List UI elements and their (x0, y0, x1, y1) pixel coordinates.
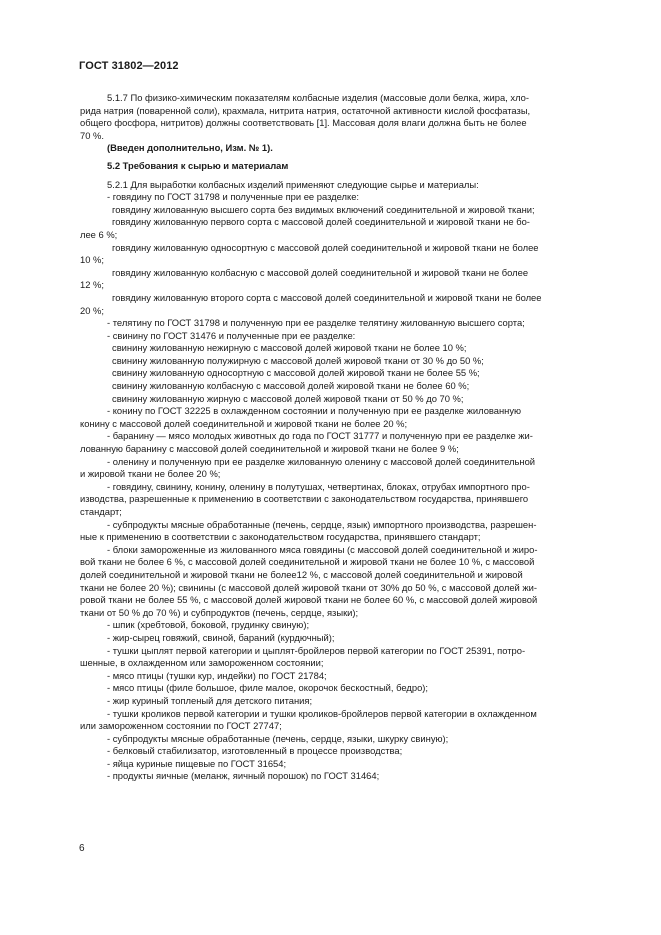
text-line: свинину жилованную колбасную с массовой долей жировой ткани не более 60 %; (112, 380, 470, 392)
text-line: говядину жилованную второго сорта с массовой долей соединительной и жировой ткани не более (112, 291, 542, 303)
text-line: (Введен дополнительно, Изм. № 1). (107, 142, 273, 154)
text-line: свинину жилованную нежирную с массовой долей жировой ткани не более 10 %; (112, 342, 467, 354)
page-number: 6 (79, 843, 85, 854)
text-line: стандарт; (80, 506, 122, 517)
text-line: или замороженном состоянии по ГОСТ 27747; (80, 720, 282, 732)
text-line: - шпик (хребтовой, боковой, грудинку свиную); (107, 619, 310, 631)
text-line: - мясо птицы (филе большое, филе малое, окорочок бескостный, бедро); (107, 682, 429, 694)
text-line: 20 %; (80, 304, 104, 316)
text-line: - жир куриный топленый для детского питания; (107, 694, 313, 706)
document-header: ГОСТ 31802—2012 (79, 60, 179, 72)
text-line: - белковый стабилизатор, изготовленный в процессе производства; (107, 745, 403, 757)
document-body (80, 92, 614, 783)
text-line: говядину жилованную односортную с массовой долей соединительной и жировой ткани не более (112, 241, 539, 253)
text-line: и жировой ткани не более 20 %; (80, 468, 221, 480)
text-line: рида натрия (поваренной соли), крахмала, нитрита натрия, остаточной активности кислой фосфатазы, (80, 104, 531, 116)
text-line: ткани не более 20 %); свинины (с массовой долей жировой ткани от 30% до 50 %, с массовой долей жи- (80, 581, 538, 593)
text-line: вой ткани не более 6 %, с массовой долей соединительной и жировой ткани не более 10 %, с массовой (80, 556, 535, 568)
text-line: - мясо птицы (тушки кур, индейки) по ГОСТ 21784; (107, 669, 327, 681)
text-line: 10 %; (80, 254, 104, 266)
text-line: ткани от 50 % до 70 %) и субпродуктов (печень, сердце, языки); (80, 606, 359, 618)
text-line: общего фосфора, нитритов) должны соответствовать [1]. Массовая доля влаги должна быть не более (80, 117, 527, 129)
text-line: лованную баранину с массовой долей соединительной и жировой ткани не более 9 %; (80, 443, 459, 455)
paragraph-5-1-7 (80, 92, 614, 155)
text-line: ные к применению в соответствии с законодательством государства, принявшего стандарт; (80, 531, 481, 543)
text-line: - конину по ГОСТ 32225 в охлажденном состоянии и полученную при ее разделке жилованную (107, 405, 522, 417)
text-line: говядину жилованную первого сорта с массовой долей соединительной и жировой ткани не бо- (112, 216, 530, 228)
text-line: шенные, в охлажденном или замороженном состоянии; (80, 657, 324, 669)
section-heading: 5.2 Требования к сырью и материалам (107, 159, 289, 171)
text-line: конину с массовой долей соединительной и жировой ткани не более 20 %; (80, 417, 408, 429)
text-line: долей соединительной и жировой ткани не более12 %, с массовой долей соединительной и жировой (80, 568, 523, 580)
paragraph-5-2-1 (80, 179, 614, 784)
text-line: изводства, разрешенные к применению в соответствии с законодательством государства, принявшего (80, 493, 529, 505)
text-line: говядину жилованную высшего сорта без видимых включений соединительной и жировой ткани; (112, 203, 535, 215)
text-line: говядину жилованную колбасную с массовой долей соединительной и жировой ткани не более (112, 266, 529, 278)
text-line: свинину жилованную жирную с массовой долей жировой ткани от 50 % до 70 %; (112, 392, 464, 404)
text-line: - говядину по ГОСТ 31798 и полученные при ее разделке: (107, 191, 360, 203)
text-line: - телятину по ГОСТ 31798 и полученную при ее разделке телятину жилованную высшего сорта; (107, 317, 525, 329)
text-line: - тушки кроликов первой категории и тушки кроликов-бройлеров первой категории в охлажденном (107, 707, 537, 719)
text-line: свинину жилованную полужирную с массовой долей жировой ткани от 30 % до 50 %; (112, 354, 484, 366)
text-line: свинину жилованную односортную с массовой долей жировой ткани не более 55 %; (112, 367, 480, 379)
text-line: - субпродукты мясные обработанные (печень, сердце, языки, шкурку свиную); (107, 732, 449, 744)
text-line: - тушки цыплят первой категории и цыплят-бройлеров первой категории по ГОСТ 25391, потро- (107, 644, 526, 656)
text-line: - говядину, свинину, конину, оленину в полутушах, четвертинах, блоках, отрубах импортного про- (107, 480, 530, 492)
text-line: - баранину — мясо молодых животных до года по ГОСТ 31777 и полученную при ее разделке жи- (107, 430, 533, 442)
text-line: - свинину по ГОСТ 31476 и полученные при ее разделке: (107, 329, 356, 341)
text-line: - субпродукты мясные обработанные (печень, сердце, язык) импортного производства, разрешен- (107, 518, 537, 530)
text-line: 5.2.1 Для выработки колбасных изделий применяют следующие сырье и материалы: (107, 178, 479, 190)
text-line: лее 6 %; (80, 228, 118, 240)
text-line: - оленину и полученную при ее разделке жилованную оленину с массовой долей соединительной (107, 455, 536, 467)
text-line: 12 %; (80, 279, 104, 291)
text-line: 70 %. (80, 129, 104, 141)
text-line: - жир-сырец говяжий, свиной, бараний (курдючный); (107, 631, 335, 643)
text-line: 5.1.7 По физико-химическим показателям колбасные изделия (массовые доли белка, жира, хло- (107, 92, 530, 103)
text-line: - яйца куриные пищевые по ГОСТ 31654; (107, 757, 287, 769)
text-line: - продукты яичные (меланж, яичный порошок) по ГОСТ 31464; (107, 770, 380, 782)
text-line: - блоки замороженные из жилованного мяса говядины (с массовой долей соединительной и жиро- (107, 543, 538, 555)
text-line: ровой ткани не более 55 %, с массовой долей жировой ткани не более 60 %, с массовой долей жировой (80, 594, 538, 606)
